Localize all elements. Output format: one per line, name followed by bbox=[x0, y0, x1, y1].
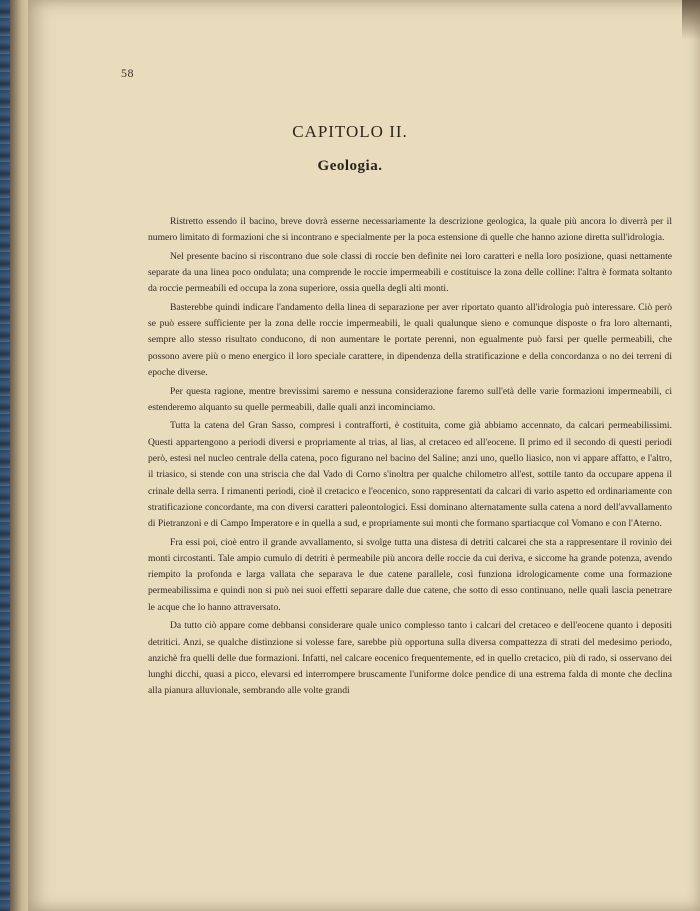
paragraph: Nel presente bacino si riscontrano due sole classi di roccie ben definite nei loro caratteri e nella loro posizione, quasi nettamente separate da una linea poco ondulata; una comprende le roccie impermeabili e costituisce la zona delle colline: l'altra è formata soltanto da roccie permeabili ed occupa la zona superiore, ossia quella degli alti monti. bbox=[148, 250, 672, 295]
paragraph: Tutta la catena del Gran Sasso, compresi i contrafforti, è costituita, come già abbiamo accennato, da calcari permeabilissimi. Questi appartengono a periodi diversi e propriamente al trias, al lias, al cretaceo ed all'eocene. Il primo ed il secondo di questi periodi però, estesi nel nucleo centrale della catena, poco figurano nel bacino del Saline; anzi uno, quello liasico, non vi appare affatto, e l'altro, il triasico, si stende con una striscia che dal Vado di Corno s'inoltra per qualche chilometro all'est, sottile tanto da occupare appena il crinale della serra. I rimanenti periodi, cioè il cretacico e l'eocenico, sono rappresentati da calcari di vario aspetto ed ordinariamente con stratificazione concordante, ma con diversi caratteri paleontologici. Essi dominano alternatamente sulla catena a nord dell'avvallamento di Pietranzoni e di Campo Imperatore e in quella a sud, e propriamente sui monti che formano spartiacque col Vomano e con l'Aterno. bbox=[148, 420, 672, 530]
paragraph: Basterebbe quindi indicare l'andamento della linea di separazione per aver riportato quanto all'idrologia può interessare. Ciò però se può essere sufficiente per la zona delle roccie impermeabili, le quali qualunque sieno e comunque disposte o fra loro alternanti, sempre allo stesso risultato conducono, di non aumentare le portate perenni, non egualmente può farsi per quelle permeabili, che possono avere più o meno energico il loro speciale carattere, in dipendenza della stratificazione e della concordanza o no dei terreni di epoche diverse. bbox=[148, 301, 672, 379]
paragraph: Ristretto essendo il bacino, breve dovrà esserne necessariamente la descrizione geologica, la quale più ancora lo diverrà per il numero limitato di formazioni che si incontrano e specialmente per la poca estensione di quelle che hanno azione diretta sull'idrologia. bbox=[148, 216, 672, 244]
paragraph: Fra essi poi, cioè entro il grande avvallamento, si svolge tutta una distesa di detriti calcarei che sta a rappresentare il rovinìo dei monti circostanti. Tale ampio cumulo di detriti è permeabile più ancora delle roccie da cui deriva, e siccome ha grande potenza, avendo riempito la profonda e larga vallata che separava le due catene parallele, così funziona idrologicamente come una formazione permeabilissima e quindi non si può nei suoi effetti separare dalle due catene, che sotto di esso continuano, nelle quali lascia penetrare le acque che lo hanno attraversato. bbox=[148, 536, 672, 613]
section-title: Geologia. bbox=[317, 158, 383, 174]
body-text bbox=[148, 214, 672, 702]
paragraph: Per questa ragione, mentre brevissimi saremo e nessuna considerazione faremo sull'età delle varie formazioni impermeabili, ci estenderemo alquanto su quelle permeabili, dalle quali anzi incominciamo. bbox=[148, 385, 672, 413]
page-corner-stain bbox=[682, 0, 700, 40]
paragraph: Da tutto ciò appare come debbansi considerare quale unico complesso tanto i calcari del cretaceo e dell'eocene quanto i depositi detritici. Anzi, se qualche distinzione si volesse fare, sarebbe più opportuna sulla diversa compattezza di strati del medesimo periodo, anzichè fra quelli delle due formazioni. Infatti, nel calcare eocenico frequentemente, ed in quello cretacico, più di rado, si osservano dei lunghi dicchi, quasi a picco, elevarsi ed interrompere bruscamente l'uniforme dolce pendice di una estrema falda di monte che declina alla pianura alluvionale, sembrando alle volte grandi bbox=[148, 620, 672, 697]
chapter-title: CAPITOLO II. bbox=[292, 122, 408, 141]
page-number: 58 bbox=[121, 66, 134, 80]
